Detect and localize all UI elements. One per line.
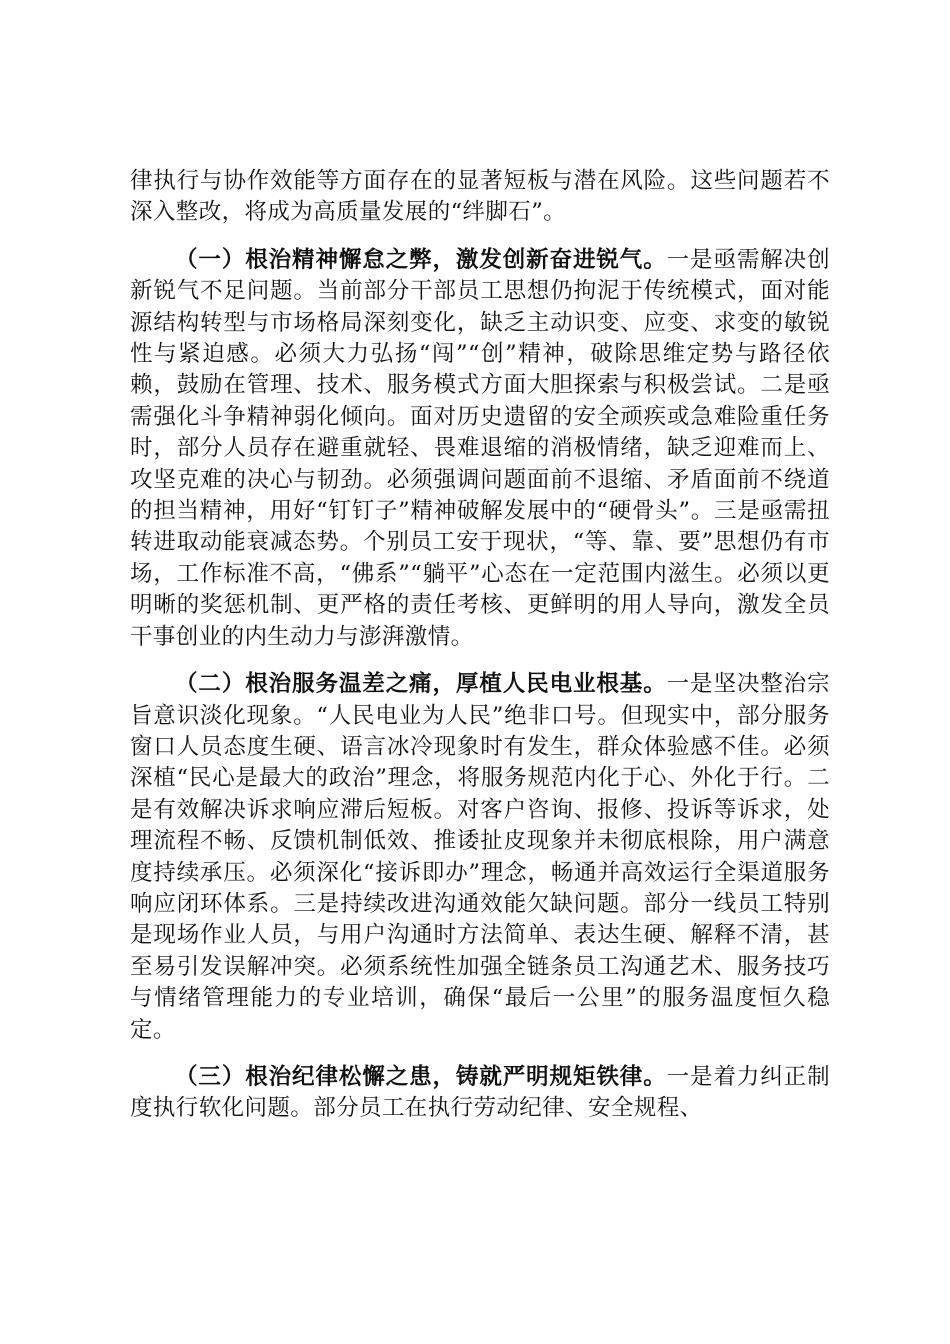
paragraph-section-1 xyxy=(130,245,830,653)
document-body xyxy=(130,166,830,1125)
section-heading-2: （二）根治服务温差之痛，厚植人民电业根基。 xyxy=(175,671,667,698)
section-heading-3: （三）根治纪律松懈之患，铸就严明规矩铁律。 xyxy=(175,1063,667,1090)
section-heading-1: （一）根治精神懈怠之弊，激发创新奋进锐气。 xyxy=(175,246,667,273)
paragraph-text: 一是坚决整治宗旨意识淡化现象。“人民电业为人民”绝非口号。但现实中，部分服务窗口人员态度生硬、语言冰冷现象时有发生，群众体验感不佳。必须深植“民心是最大的政治”理念，将服务规范内化于心、外化于行。二是有效解决诉求响应滞后短板。对客户咨询、报修、投诉等诉求，处理流程不畅、反馈机制低效、推诿扯皮现象并未彻底根除，用户满意度持续承压。必须深化“接诉即办”理念，畅通并高效运行全渠道服务响应闭环体系。三是持续改进沟通效能欠缺问题。部分一线员工特别是现场作业人员，与用户沟通时方法简单、表达生硬、解释不清，甚至易引发误解冲突。必须系统性加强全链条员工沟通艺术、服务技巧与情绪管理能力的专业培训，确保“最后一公里”的服务温度恒久稳定。 xyxy=(130,671,830,1043)
paragraph-continuation xyxy=(130,166,830,229)
paragraph-text: 律执行与协作效能等方面存在的显著短板与潜在风险。这些问题若不深入整改，将成为高质量发展的“绊脚石”。 xyxy=(130,168,830,226)
paragraph-text: 一是亟需解决创新锐气不足问题。当前部分干部员工思想仍拘泥于传统模式，面对能源结构转型与市场格局深刻变化，缺乏主动识变、应变、求变的敏锐性与紧迫感。必须大力弘扬“闯”“创”精神，破除思维定势与路径依赖，鼓励在管理、技术、服务模式方面大胆探索与积极尝试。二是亟需强化斗争精神弱化倾向。面对历史遗留的安全顽疾或急难险重任务时，部分人员存在避重就轻、畏难退缩的消极情绪，缺乏迎难而上、攻坚克难的决心与韧劲。必须强调问题面前不退缩、矛盾面前不绕道的担当精神，用好“钉钉子”精神破解发展中的“硬骨头”。三是亟需扭转进取动能衰减态势。个别员工安于现状，“等、靠、要”思想仍有市场，工作标准不高，“佛系”“躺平”心态在一定范围内滋生。必须以更明晰的奖惩机制、更严格的责任考核、更鲜明的用人导向，激发全员干事创业的内生动力与澎湃激情。 xyxy=(130,246,830,650)
paragraph-text: 一是着力纠正制度执行软化问题。部分员工在执行劳动纪律、安全规程、 xyxy=(130,1063,830,1122)
paragraph-section-3 xyxy=(130,1062,830,1125)
paragraph-section-2 xyxy=(130,669,830,1046)
